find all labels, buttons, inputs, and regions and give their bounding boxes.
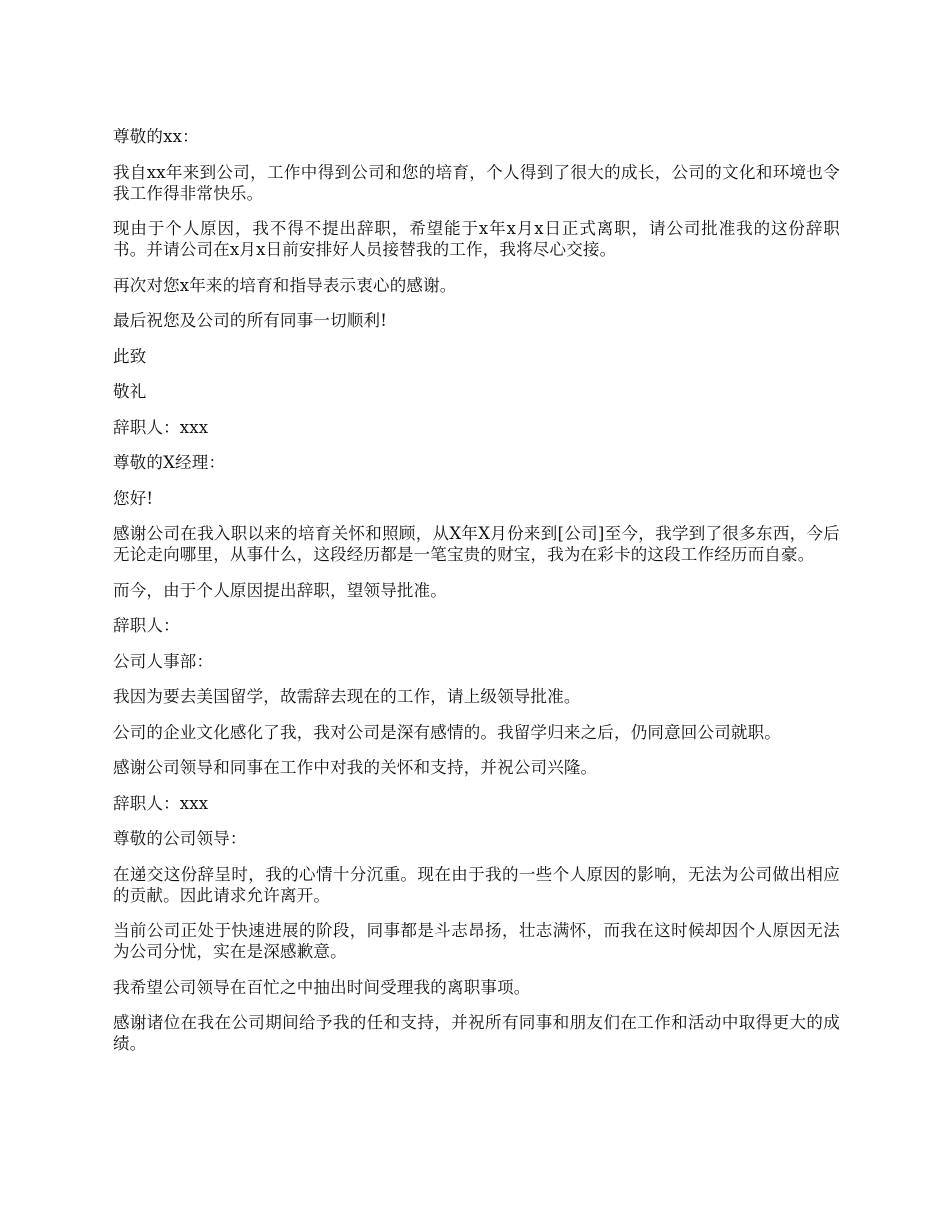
closing-line: 敬礼 — [113, 382, 147, 401]
paragraph: 公司的企业文化感化了我，我对公司是深有感情的。我留学归来之后，仍同意回公司就职。 — [113, 722, 781, 742]
salutation: 尊敬的X经理： — [113, 453, 226, 472]
paragraph: 感谢公司领导和同事在工作中对我的关怀和支持，并祝公司兴隆。 — [113, 758, 598, 777]
document-body — [113, 126, 840, 1069]
paragraph: 我因为要去美国留学，故需辞去现在的工作，请上级领导批准。 — [113, 687, 581, 706]
signature-line: 辞职人：xxx — [113, 417, 209, 437]
salutation: 尊敬的公司领导： — [113, 829, 247, 848]
paragraph: 现由于个人原因，我不得不提出辞职，希望能于x年x月x日正式离职，请公司批准我的这份辞职书。并请公司在x月x日前安排好人员接替我的工作，我将尽心交接。 — [113, 219, 840, 259]
paragraph: 我希望公司领导在百忙之中抽出时间受理我的离职事项。 — [113, 977, 531, 997]
paragraph: 当前公司正处于快速进展的阶段，同事都是斗志昂扬，壮志满怀，而我在这时候却因个人原因无法为公司分忧，实在是深感歉意。 — [113, 921, 840, 961]
paragraph: 再次对您x年来的培育和指导表示衷心的感谢。 — [113, 275, 457, 295]
paragraph: 而今，由于个人原因提出辞职，望领导批准。 — [113, 580, 447, 600]
salutation: 尊敬的xx： — [113, 127, 199, 146]
paragraph: 最后祝您及公司的所有同事一切顺利! — [113, 311, 388, 330]
signature-line: 辞职人： — [113, 616, 180, 635]
paragraph: 感谢诸位在我在公司期间给予我的任和支持，并祝所有同事和朋友们在工作和活动中取得更大的成绩。 — [113, 1013, 840, 1053]
closing-line: 此致 — [113, 346, 147, 366]
paragraph: 我自xx年来到公司，工作中得到公司和您的培育，个人得到了很大的成长，公司的文化和环境也令我工作得非常快乐。 — [113, 162, 840, 203]
paragraph: 在递交这份辞呈时，我的心情十分沉重。现在由于我的一些个人原因的影响，无法为公司做出相应的贡献。因此请求允许离开。 — [113, 864, 840, 905]
greeting: 您好! — [113, 488, 154, 508]
salutation: 公司人事部： — [113, 651, 214, 671]
signature-line: 辞职人：xxx — [113, 793, 209, 813]
paragraph: 感谢公司在我入职以来的培育关怀和照顾，从X年X月份来到[公司]至今，我学到了很多东西，今后无论走向哪里，从事什么，这段经历都是一笔宝贵的财宝，我为在彩卡的这段工作经历而自豪。 — [113, 524, 840, 564]
